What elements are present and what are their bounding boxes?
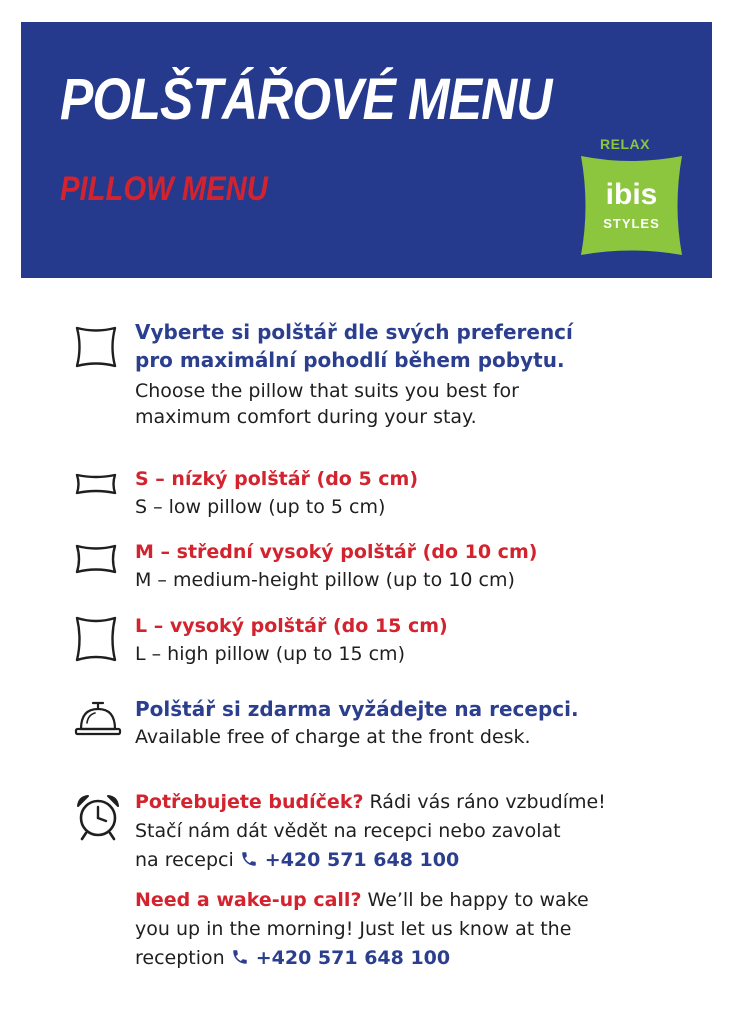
brand-sub: STYLES <box>603 216 660 231</box>
pillow-en-label: S – low pillow (up to 5 cm) <box>135 496 386 518</box>
intro-en-line2: maximum comfort during your stay. <box>135 406 477 428</box>
low-pillow-icon <box>73 471 119 501</box>
wakeup-cz-line2: Stačí nám dát vědět na recepci nebo zavolat <box>135 820 561 842</box>
reception-cz-text: Polštář si zdarma vyžádejte na recepci. <box>135 697 579 721</box>
pillow-cz-label: S – nízký polštář (do 5 cm) <box>135 468 419 490</box>
wakeup-en-lead: Need a wake-up call? <box>135 889 362 911</box>
reception-bell-icon <box>73 697 123 745</box>
wakeup-cz-line1: Rádi vás ráno vzbudíme! <box>363 791 606 813</box>
pillow-cz-label: L – vysoký polštář (do 15 cm) <box>135 615 448 637</box>
wakeup-en-line1: We’ll be happy to wake <box>361 889 589 911</box>
phone-number[interactable]: +420 571 648 100 <box>264 849 460 871</box>
pillow-icon <box>73 324 119 374</box>
wakeup-en-line3: reception <box>135 947 231 969</box>
intro-cz-line1: Vyberte si polštář dle svých preferencí <box>135 320 573 344</box>
phone-icon <box>240 848 258 877</box>
phone-icon <box>231 946 249 975</box>
pillow-en-label: L – high pillow (up to 15 cm) <box>135 643 405 665</box>
high-pillow-icon <box>73 614 119 668</box>
intro-en-line1: Choose the pillow that suits you best for <box>135 380 519 402</box>
medium-pillow-icon <box>73 542 119 580</box>
wakeup-cz-lead: Potřebujete budíček? <box>135 791 364 813</box>
alarm-clock-icon <box>73 792 123 846</box>
wakeup-cz-line3: na recepci <box>135 849 240 871</box>
intro-cz-line2: pro maximální pohodlí během pobytu. <box>135 348 565 372</box>
pillow-en-label: M – medium-height pillow (up to 10 cm) <box>135 569 515 591</box>
reception-en-text: Available free of charge at the front desk. <box>135 726 531 748</box>
ibis-styles-logo <box>577 152 686 259</box>
page-title: POLŠTÁŘOVÉ MENU <box>60 67 552 132</box>
brand-tagline: RELAX <box>600 136 650 152</box>
pillow-cz-label: M – střední vysoký polštář (do 10 cm) <box>135 541 538 563</box>
brand-name: ibis <box>605 178 658 211</box>
page-subtitle: PILLOW MENU <box>60 170 268 208</box>
phone-number[interactable]: +420 571 648 100 <box>255 947 451 969</box>
wakeup-en-line2: you up in the morning! Just let us know at the <box>135 918 572 940</box>
